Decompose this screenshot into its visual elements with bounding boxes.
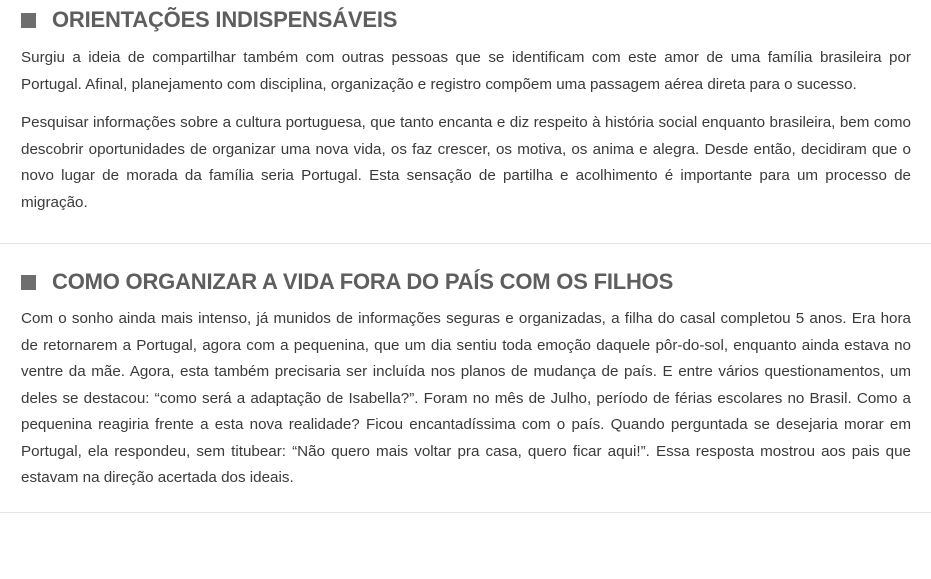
- paragraph: Pesquisar informações sobre a cultura portuguesa, que tanto encanta e diz respeito à história social enquanto brasileira, bem como descobrir oportunidades de organizar uma nova vida, os faz crescer, os motiva, os anima e alegra. Desde então, decidiram que o novo lugar de morada da família seria Portugal. Esta sensação de partilha e acolhimento é importante para um processo de migração.: [21, 114, 911, 211]
- paragraph: Surgiu a ideia de compartilhar também com outras pessoas que se identificam com este amor de uma família brasileira por Portugal. Afinal, planejamento com disciplina, organização e registro compõem uma passagem aérea direta para o sucesso.: [21, 49, 911, 93]
- section-heading: [21, 2, 911, 38]
- square-bullet-icon: [21, 13, 36, 28]
- section-orientacoes: [21, 2, 911, 216]
- section-divider: [0, 512, 931, 513]
- section-heading-text: COMO ORGANIZAR A VIDA FORA DO PAÍS COM OS FILHOS: [52, 269, 674, 294]
- section-organizar-vida: [21, 264, 911, 492]
- section-divider: [0, 243, 931, 244]
- square-bullet-icon: [21, 275, 36, 290]
- paragraph: Com o sonho ainda mais intenso, já munidos de informações seguras e organizadas, a filha do casal completou 5 anos. Era hora de retornarem a Portugal, agora com a pequenina, que um dia sentiu toda emoção daquele pôr-do-sol, enquanto ainda estava no ventre da mãe. Agora, esta também precisaria ser incluída nos planos de mudança de país. E entre vários questionamentos, um deles se destacou: “como será a adaptação de Isabella?”. Foram no mês de Julho, período de férias escolares no Brasil. Como a pequenina reagiria frente a esta nova realidade? Ficou encantadíssima com o país. Quando perguntada se desejaria morar em Portugal, ela respondeu, sem titubear: “Não quero mais voltar pra casa, quero ficar aqui!”. Essa resposta mostrou aos pais que estavam na direção acertada dos ideais.: [21, 310, 911, 486]
- section-heading-text: ORIENTAÇÕES INDISPENSÁVEIS: [52, 7, 398, 32]
- section-heading: [21, 264, 911, 300]
